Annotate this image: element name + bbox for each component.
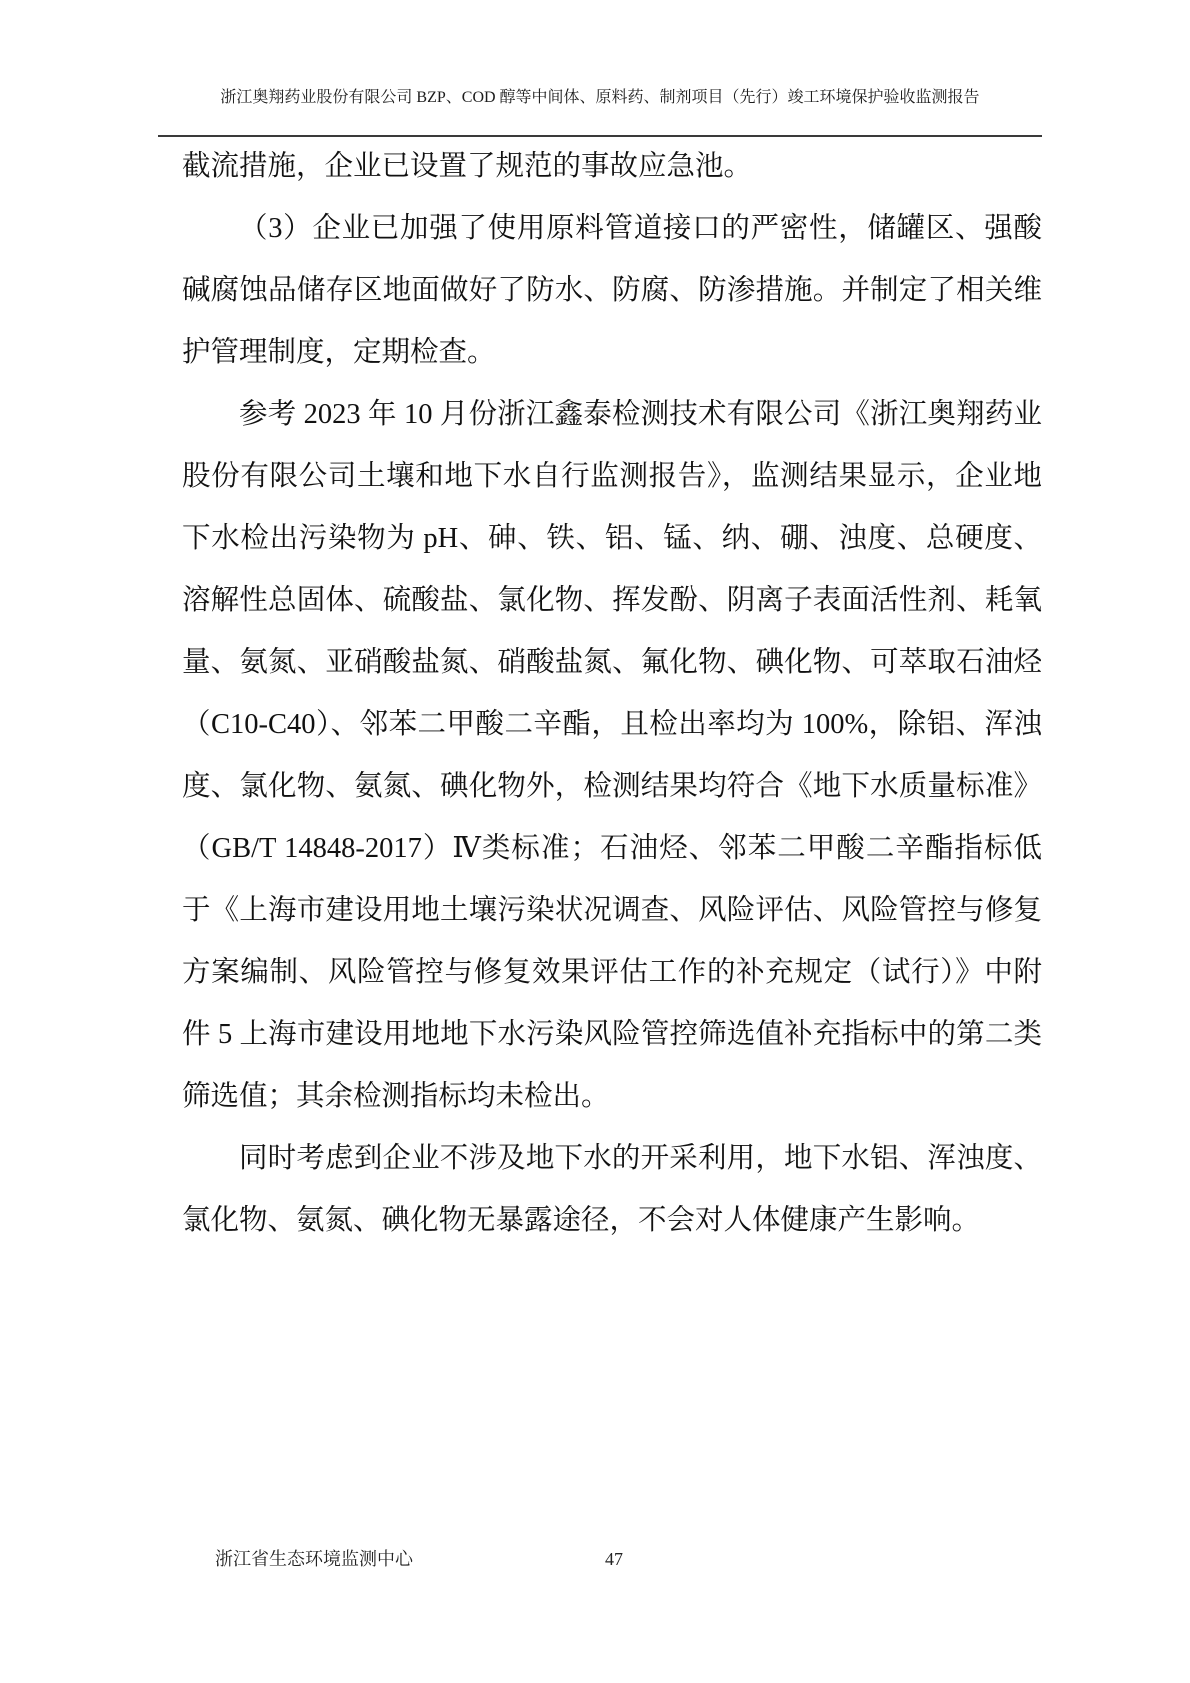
footer-organization: 浙江省生态环境监测中心: [215, 1549, 413, 1569]
body-paragraph: 参考 2023 年 10 月份浙江鑫泰检测技术有限公司《浙江奥翔药业股份有限公司土壤和地下水自行监测报告》，监测结果显示，企业地下水检出污染物为 pH、砷、铁、铝、锰、纳、硼、浊度、总硬度、溶解性总固体、硫酸盐、氯化物、挥发酚、阴离子表面活性剂、耗氧量、氨氮、亚硝酸盐氮、硝酸盐氮、氟化物、碘化物、可萃取石油烃（C10-C40）、邻苯二甲酸二辛酯，且检出率均为 100%，除铝、浑浊度、氯化物、氨氮、碘化物外，检测结果均符合《地下水质量标准》（GB/T 14848-2017）Ⅳ类标准；石油烃、邻苯二甲酸二辛酯指标低于《上海市建设用地土壤污染状况调查、风险评估、风险管控与修复方案编制、风险管控与修复效果评估工作的补充规定（试行）》中附件 5 上海市建设用地地下水污染风险管控筛选值补充指标中的第二类筛选值；其余检测指标均未检出。: [182, 399, 1042, 1112]
page-header-title: 浙江奥翔药业股份有限公司 BZP、COD 醇等中间体、原料药、制剂项目（先行）竣工环境保护验收监测报告: [220, 89, 980, 106]
body-paragraph: （3）企业已加强了使用原料管道接口的严密性，储罐区、强酸碱腐蚀品储存区地面做好了防水、防腐、防渗措施。并制定了相关维护管理制度，定期检查。: [182, 213, 1042, 368]
body-paragraph: 同时考虑到企业不涉及地下水的开采利用，地下水铝、浑浊度、氯化物、氨氮、碘化物无暴露途径，不会对人体健康产生影响。: [182, 1143, 1042, 1236]
body-paragraph: 截流措施，企业已设置了规范的事故应急池。: [182, 151, 753, 182]
footer-page-number: 47: [605, 1549, 623, 1569]
page-footer: [0, 1545, 1190, 1575]
document-body: [182, 136, 1042, 1252]
